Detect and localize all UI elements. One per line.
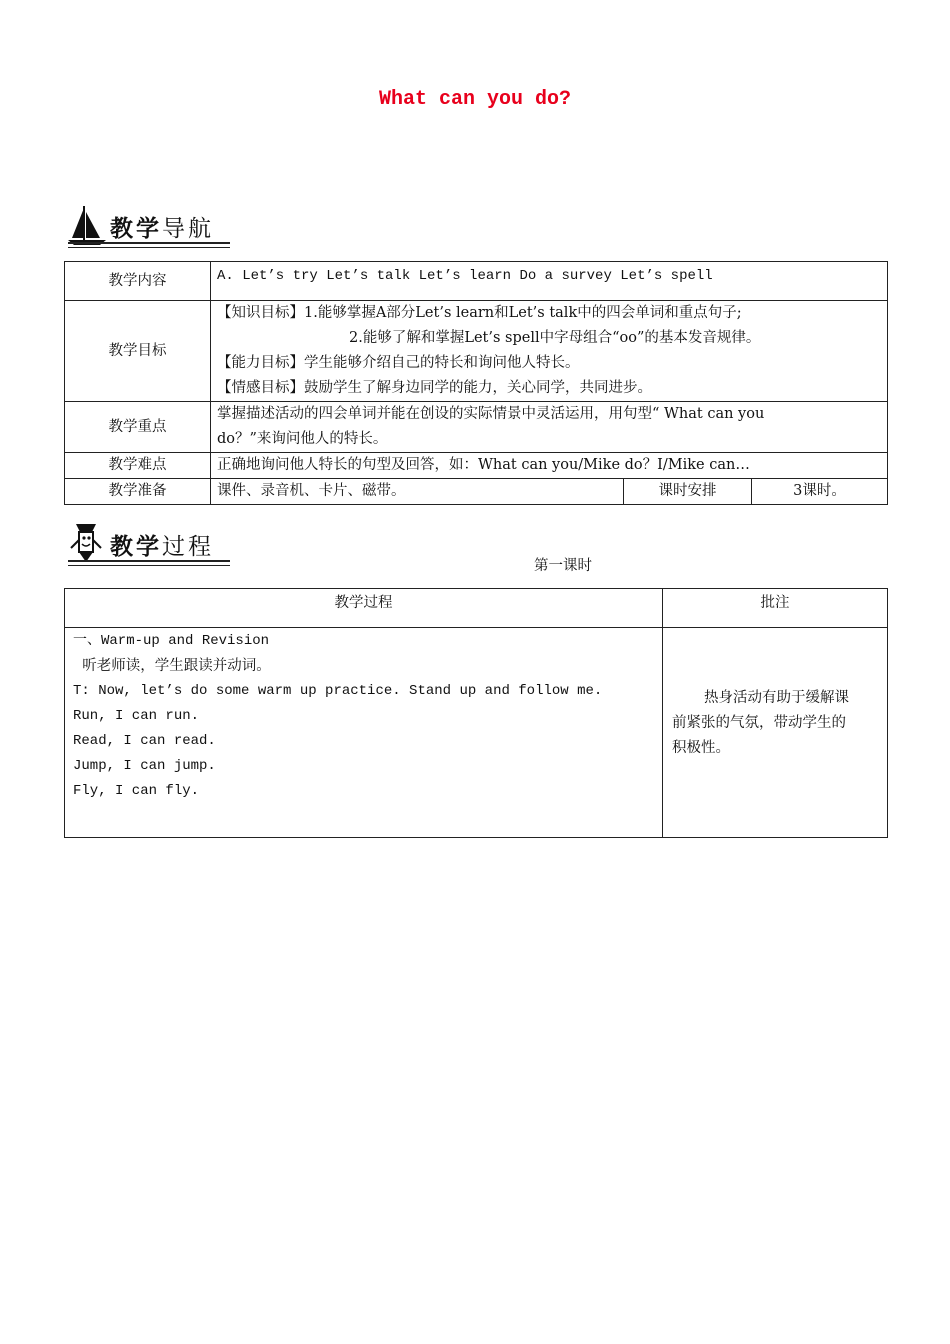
goals-label: 教学目标: [65, 301, 211, 402]
document-title: What can you do?: [378, 88, 572, 111]
sailboat-icon: [66, 204, 110, 246]
schedule-label: 课时安排: [624, 479, 752, 505]
teaching-navigation-table: [64, 261, 888, 505]
goal-line: 2.能够了解和掌握Let’s spell中字母组合“oo”的基本发音规律。: [349, 330, 761, 346]
banner-text: 教学导航: [110, 216, 214, 242]
process-line: Run, I can run.: [73, 708, 200, 724]
process-line: T: Now, let’s do some warm up practice. Stand up and follow me.: [73, 683, 603, 699]
process-header: 教学过程: [65, 589, 663, 628]
prep-value: 课件、录音机、卡片、磁带。: [211, 479, 624, 505]
notes-content: [663, 628, 888, 838]
lesson-label: 第一课时: [534, 558, 592, 574]
notes-line: 热身活动有助于缓解课: [704, 690, 849, 706]
process-line: Jump, I can jump.: [73, 758, 216, 774]
content-value: A. Let’s try Let’s talk Let’s learn Do a survey Let’s spell: [211, 262, 888, 301]
notes-line: 积极性。: [672, 740, 730, 756]
goal-line: 【情感目标】鼓励学生了解身边同学的能力，关心同学，共同进步。: [217, 380, 652, 396]
focus-line: 掌握描述活动的四会单词并能在创设的实际情景中灵活运用，用句型“ What can you: [217, 406, 765, 422]
notes-header: 批注: [663, 589, 888, 628]
prep-label: 教学准备: [65, 479, 211, 505]
goal-line: 【能力目标】学生能够介绍自己的特长和询问他人特长。: [217, 355, 580, 371]
content-label: 教学内容: [65, 262, 211, 301]
banner-text: 教学过程: [110, 534, 214, 560]
schedule-value: 3课时。: [752, 479, 888, 505]
goal-line: 【知识目标】1.能够掌握A部分Let’s learn和Let’s talk中的四会单词和重点句子;: [217, 305, 742, 321]
teaching-navigation-banner: [66, 204, 230, 248]
process-line: Fly, I can fly.: [73, 783, 200, 799]
goals-value: [211, 301, 888, 402]
difficulty-label: 教学难点: [65, 453, 211, 479]
difficulty-value: 正确地询问他人特长的句型及回答，如：What can you/Mike do？I/Mike can…: [211, 453, 888, 479]
focus-label: 教学重点: [65, 402, 211, 453]
process-line: 一、Warm-up and Revision: [73, 633, 270, 649]
process-line: 听老师读，学生跟读并动词。: [73, 658, 271, 674]
focus-value: [211, 402, 888, 453]
process-content: [65, 628, 663, 838]
focus-line: do？”来询问他人的特长。: [217, 431, 388, 447]
notes-line: 前紧张的气氛，带动学生的: [672, 715, 846, 731]
process-line: Read, I can read.: [73, 733, 216, 749]
teaching-process-table: [64, 588, 888, 838]
